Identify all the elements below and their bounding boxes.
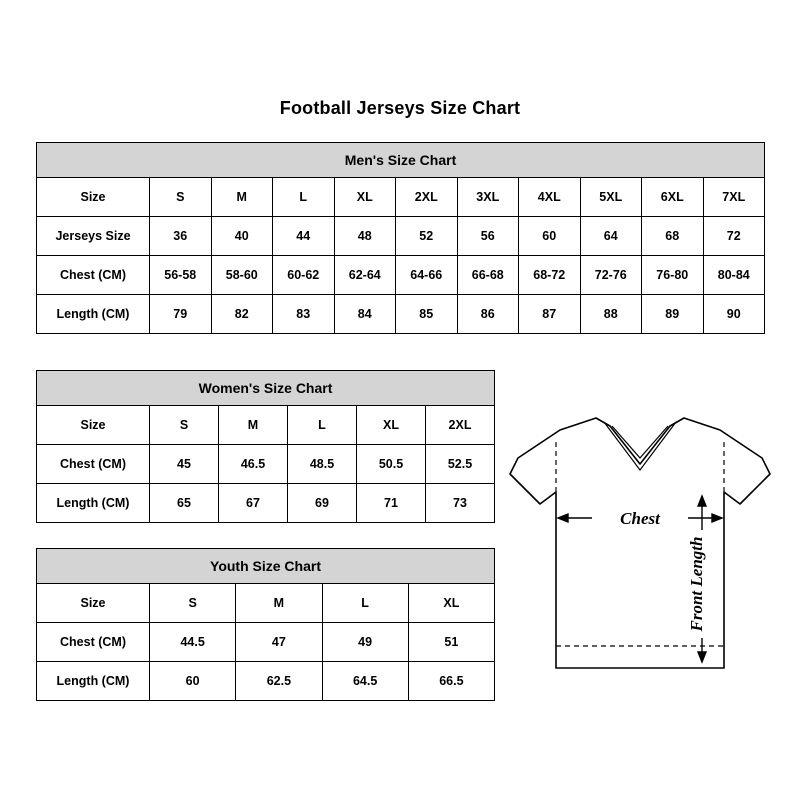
table-cell: 46.5 [219, 445, 288, 484]
table-cell: 65 [150, 484, 219, 523]
table-row [37, 217, 765, 256]
womens-size-chart-container [36, 370, 494, 523]
row-label: Chest (CM) [37, 256, 150, 295]
table-cell: 44.5 [150, 623, 236, 662]
table-cell: 73 [426, 484, 495, 523]
row-label: Length (CM) [37, 295, 150, 334]
size-header-cell: 6XL [642, 178, 704, 217]
table-cell: 36 [150, 217, 212, 256]
size-header-cell: S [150, 406, 219, 445]
table-cell: 83 [273, 295, 335, 334]
front-length-label: Front Length [687, 536, 706, 632]
table-cell: 86 [457, 295, 519, 334]
youth-size-chart-container [36, 548, 494, 701]
table-cell: 87 [519, 295, 581, 334]
size-header-cell: 2XL [396, 178, 458, 217]
size-header-cell: 7XL [703, 178, 765, 217]
table-cell: 71 [357, 484, 426, 523]
table-cell: 52 [396, 217, 458, 256]
table-row [37, 295, 765, 334]
table-row [37, 406, 495, 445]
table-cell: 62-64 [334, 256, 396, 295]
size-header-cell: 4XL [519, 178, 581, 217]
table-cell: 40 [211, 217, 273, 256]
table-cell: 85 [396, 295, 458, 334]
table-row [37, 584, 495, 623]
table-cell: 66-68 [457, 256, 519, 295]
size-header-cell: XL [357, 406, 426, 445]
size-header-cell: XL [334, 178, 396, 217]
table-cell: 60 [150, 662, 236, 701]
size-header-cell: 3XL [457, 178, 519, 217]
table-cell: 45 [150, 445, 219, 484]
table-cell: 80-84 [703, 256, 765, 295]
table-cell: 72-76 [580, 256, 642, 295]
table-cell: 68-72 [519, 256, 581, 295]
row-label: Length (CM) [37, 484, 150, 523]
table-cell: 52.5 [426, 445, 495, 484]
womens-size-chart-caption: Women's Size Chart [36, 370, 495, 405]
table-cell: 72 [703, 217, 765, 256]
table-cell: 64-66 [396, 256, 458, 295]
table-cell: 58-60 [211, 256, 273, 295]
column-header-size: Size [37, 584, 150, 623]
row-label: Length (CM) [37, 662, 150, 701]
table-cell: 79 [150, 295, 212, 334]
table-cell: 76-80 [642, 256, 704, 295]
table-cell: 47 [236, 623, 322, 662]
size-header-cell: M [219, 406, 288, 445]
size-header-cell: L [322, 584, 408, 623]
size-header-cell: M [236, 584, 322, 623]
size-header-cell: 5XL [580, 178, 642, 217]
table-cell: 84 [334, 295, 396, 334]
size-header-cell: L [288, 406, 357, 445]
table-cell: 60-62 [273, 256, 335, 295]
table-cell: 44 [273, 217, 335, 256]
table-cell: 64 [580, 217, 642, 256]
table-row [37, 256, 765, 295]
youth-size-table [36, 548, 495, 701]
table-row [37, 662, 495, 701]
jersey-measurement-diagram [500, 400, 790, 700]
page-title: Football Jerseys Size Chart [279, 98, 521, 118]
size-header-cell: L [273, 178, 335, 217]
table-cell: 56 [457, 217, 519, 256]
table-cell: 51 [408, 623, 494, 662]
table-cell: 89 [642, 295, 704, 334]
table-cell: 64.5 [322, 662, 408, 701]
table-cell: 48 [334, 217, 396, 256]
size-header-cell: S [150, 178, 212, 217]
sleeve-seam-icon [556, 440, 724, 492]
jersey-outline-icon [510, 418, 770, 668]
table-row [37, 178, 765, 217]
table-cell: 66.5 [408, 662, 494, 701]
table-cell: 67 [219, 484, 288, 523]
size-header-cell: XL [408, 584, 494, 623]
table-cell: 50.5 [357, 445, 426, 484]
table-cell: 69 [288, 484, 357, 523]
mens-size-table [36, 142, 765, 334]
youth-size-chart-caption: Youth Size Chart [36, 548, 495, 583]
chest-label: Chest [620, 509, 660, 528]
row-label: Jerseys Size [37, 217, 150, 256]
table-cell: 68 [642, 217, 704, 256]
column-header-size: Size [37, 406, 150, 445]
womens-size-table [36, 370, 495, 523]
table-cell: 49 [322, 623, 408, 662]
mens-size-chart-container [36, 142, 764, 334]
table-row [37, 484, 495, 523]
mens-size-chart-caption: Men's Size Chart [36, 142, 765, 177]
table-cell: 60 [519, 217, 581, 256]
size-header-cell: M [211, 178, 273, 217]
table-cell: 88 [580, 295, 642, 334]
table-cell: 62.5 [236, 662, 322, 701]
column-header-size: Size [37, 178, 150, 217]
size-header-cell: 2XL [426, 406, 495, 445]
row-label: Chest (CM) [37, 445, 150, 484]
table-row [37, 445, 495, 484]
table-cell: 82 [211, 295, 273, 334]
table-cell: 48.5 [288, 445, 357, 484]
table-cell: 90 [703, 295, 765, 334]
row-label: Chest (CM) [37, 623, 150, 662]
table-row [37, 623, 495, 662]
table-cell: 56-58 [150, 256, 212, 295]
size-header-cell: S [150, 584, 236, 623]
